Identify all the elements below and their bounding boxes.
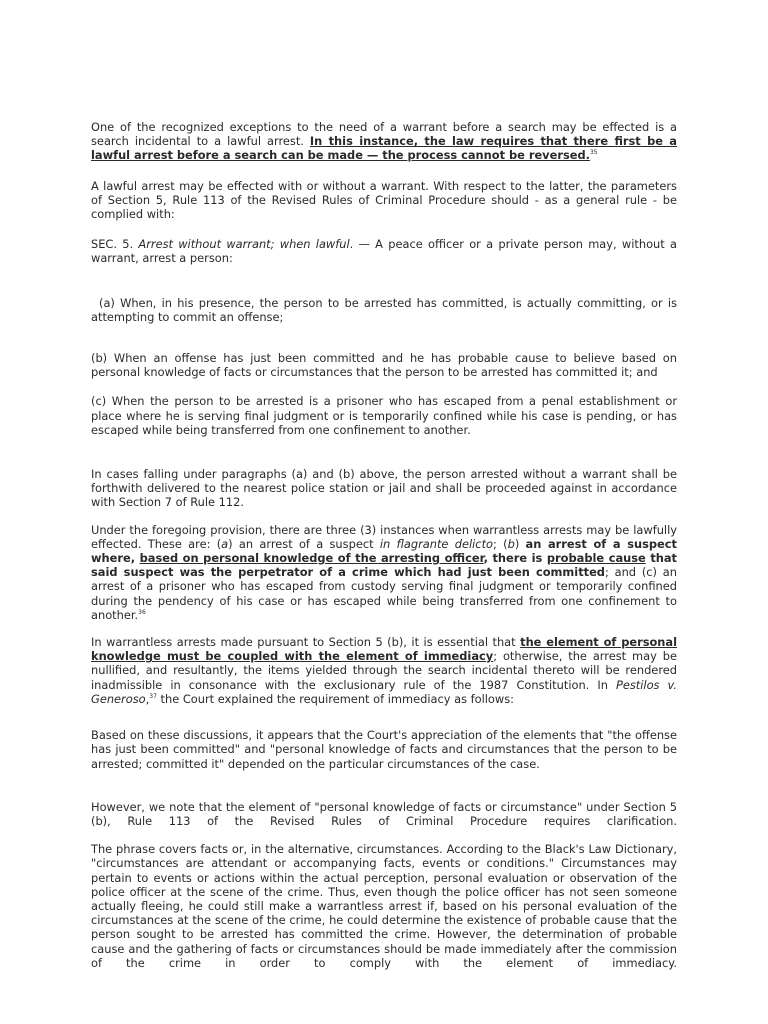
footnote-marker[interactable]: 36 <box>138 609 146 617</box>
paragraph-circumstances: The phrase covers facts or, in the alternative, circumstances. According to the Black's Law Dictionary, "circumstances are attendant or accompanying facts, events or conditions." Circumstances may pertain to events or actions within the actual perception, personal evaluation or observation of the police officer at the scene of the crime. Thus, even though the police officer has not seen someone actually fleeing, he could still make a warrantless arrest if, based on his personal evaluation of the circumstances at the scene of the crime, he could determine the existence of probable cause that the person sought to be arrested has committed the crime. However, the determination of probable cause and the gathering of facts or circumstances should be made immediately after the commission of the crime in order to comply with the element of immediacy. <box>91 842 677 970</box>
text-run: ; and (c) an arrest of a prisoner who has escaped from custody serving final judgment or temporarily confined during the pendency of his case or has escaped while being transferred from one confinement to another. <box>91 565 677 622</box>
paragraph-cases-falling: In cases falling under paragraphs (a) and (b) above, the person arrested without a warrant shall be forthwith delivered to the nearest police station or jail and shall be proceeded against in accordance with Section 7 of Rule 112. <box>91 467 677 510</box>
bold-underlined-run: based on personal knowledge of the arresting officer <box>139 551 484 566</box>
text-run: ) <box>514 536 526 551</box>
bold-run: , there is <box>483 551 547 566</box>
footnote-marker[interactable]: 37 <box>149 693 157 701</box>
paragraph-lawful-arrest: A lawful arrest may be effected with or without a warrant. With respect to the latter, the parameters of Section 5, Rule 113 of the Revised Rules of Criminal Procedure should - as a general rule - be complied with: <box>91 178 677 222</box>
document-body <box>91 120 677 970</box>
bold-underlined-run: probable cause <box>546 551 646 566</box>
bold-underlined-run: the element of personal knowledge must be coupled with the element of immediacy <box>91 635 677 664</box>
text-run: Under the foregoing provision, there are three (3) instances when warrantless arrests may be lawfully effected. These are: ( <box>91 522 677 551</box>
text-run: ; ( <box>493 536 508 551</box>
emphasis-text: In this instance, the law requires that there first be a lawful arrest before a search can be made — the process cannot be reversed. <box>91 134 677 163</box>
text-run: , <box>145 691 150 706</box>
italic-run: a <box>221 536 229 551</box>
paragraph-clause-b: (b) When an offense has just been committed and he has probable cause to believe based on personal knowledge of facts or circumstances that the person to be arrested has committed it; and <box>91 351 677 380</box>
paragraph-court-appreciation: Based on these discussions, it appears that the Court's appreciation of the elements that "the offense has just been committed" and "personal knowledge of facts and circumstances that the person to be arrested; committed it" depended on the particular circumstances of the case. <box>91 728 677 771</box>
paragraph-warrantless-arrests <box>91 635 677 706</box>
italic-run: in flagrante delicto <box>379 536 493 551</box>
italic-run: b <box>507 536 515 551</box>
paragraph-search-incidental <box>91 120 677 163</box>
bold-run: an arrest of a suspect where, <box>91 536 677 566</box>
text-run: the Court explained the requirement of immediacy as follows: <box>156 691 514 706</box>
paragraph-sec-5 <box>91 237 677 265</box>
text-run: ) an arrest of a suspect <box>228 536 380 551</box>
text-run: In warrantless arrests made pursuant to Section 5 (b), it is essential that <box>91 635 521 650</box>
paragraph-three-instances <box>91 523 677 622</box>
section-text: . — A peace officer or a private person may, without a warrant, arrest a person: <box>91 237 677 266</box>
footnote-marker[interactable]: 35 <box>589 149 598 157</box>
section-title: Arrest without warrant; when lawful <box>138 237 350 252</box>
paragraph-personal-knowledge: However, we note that the element of "personal knowledge of facts or circumstance" under Section 5 (b), Rule 113 of the Revised Rules of Criminal Procedure requires clarification. <box>91 799 677 828</box>
paragraph-clause-a: (a) When, in his presence, the person to be arrested has committed, is actually committing, or is attempting to commit an offense; <box>91 295 677 324</box>
section-prefix: SEC. 5. <box>91 237 139 252</box>
bold-run: that said suspect was the perpetrator of a crime which had just been committed <box>91 551 678 580</box>
paragraph-clause-c: (c) When the person to be arrested is a prisoner who has escaped from a penal establishment or place where he is serving final judgment or is temporarily confined while his case is pending, or has escaped while being transferred from one confinement to another. <box>91 394 677 437</box>
text-run: ; otherwise, the arrest may be nullified, and resultantly, the items yielded through the search incidental thereto will be rendered inadmissible in consonance with the exclusionary rule of the 1987 Constitution. In <box>91 649 677 692</box>
case-name: Pestilos v. Generoso <box>91 677 677 706</box>
paragraph-text: One of the recognized exceptions to the need of a warrant before a search may be effected is a search incidental to a lawful arrest. <box>91 120 677 149</box>
